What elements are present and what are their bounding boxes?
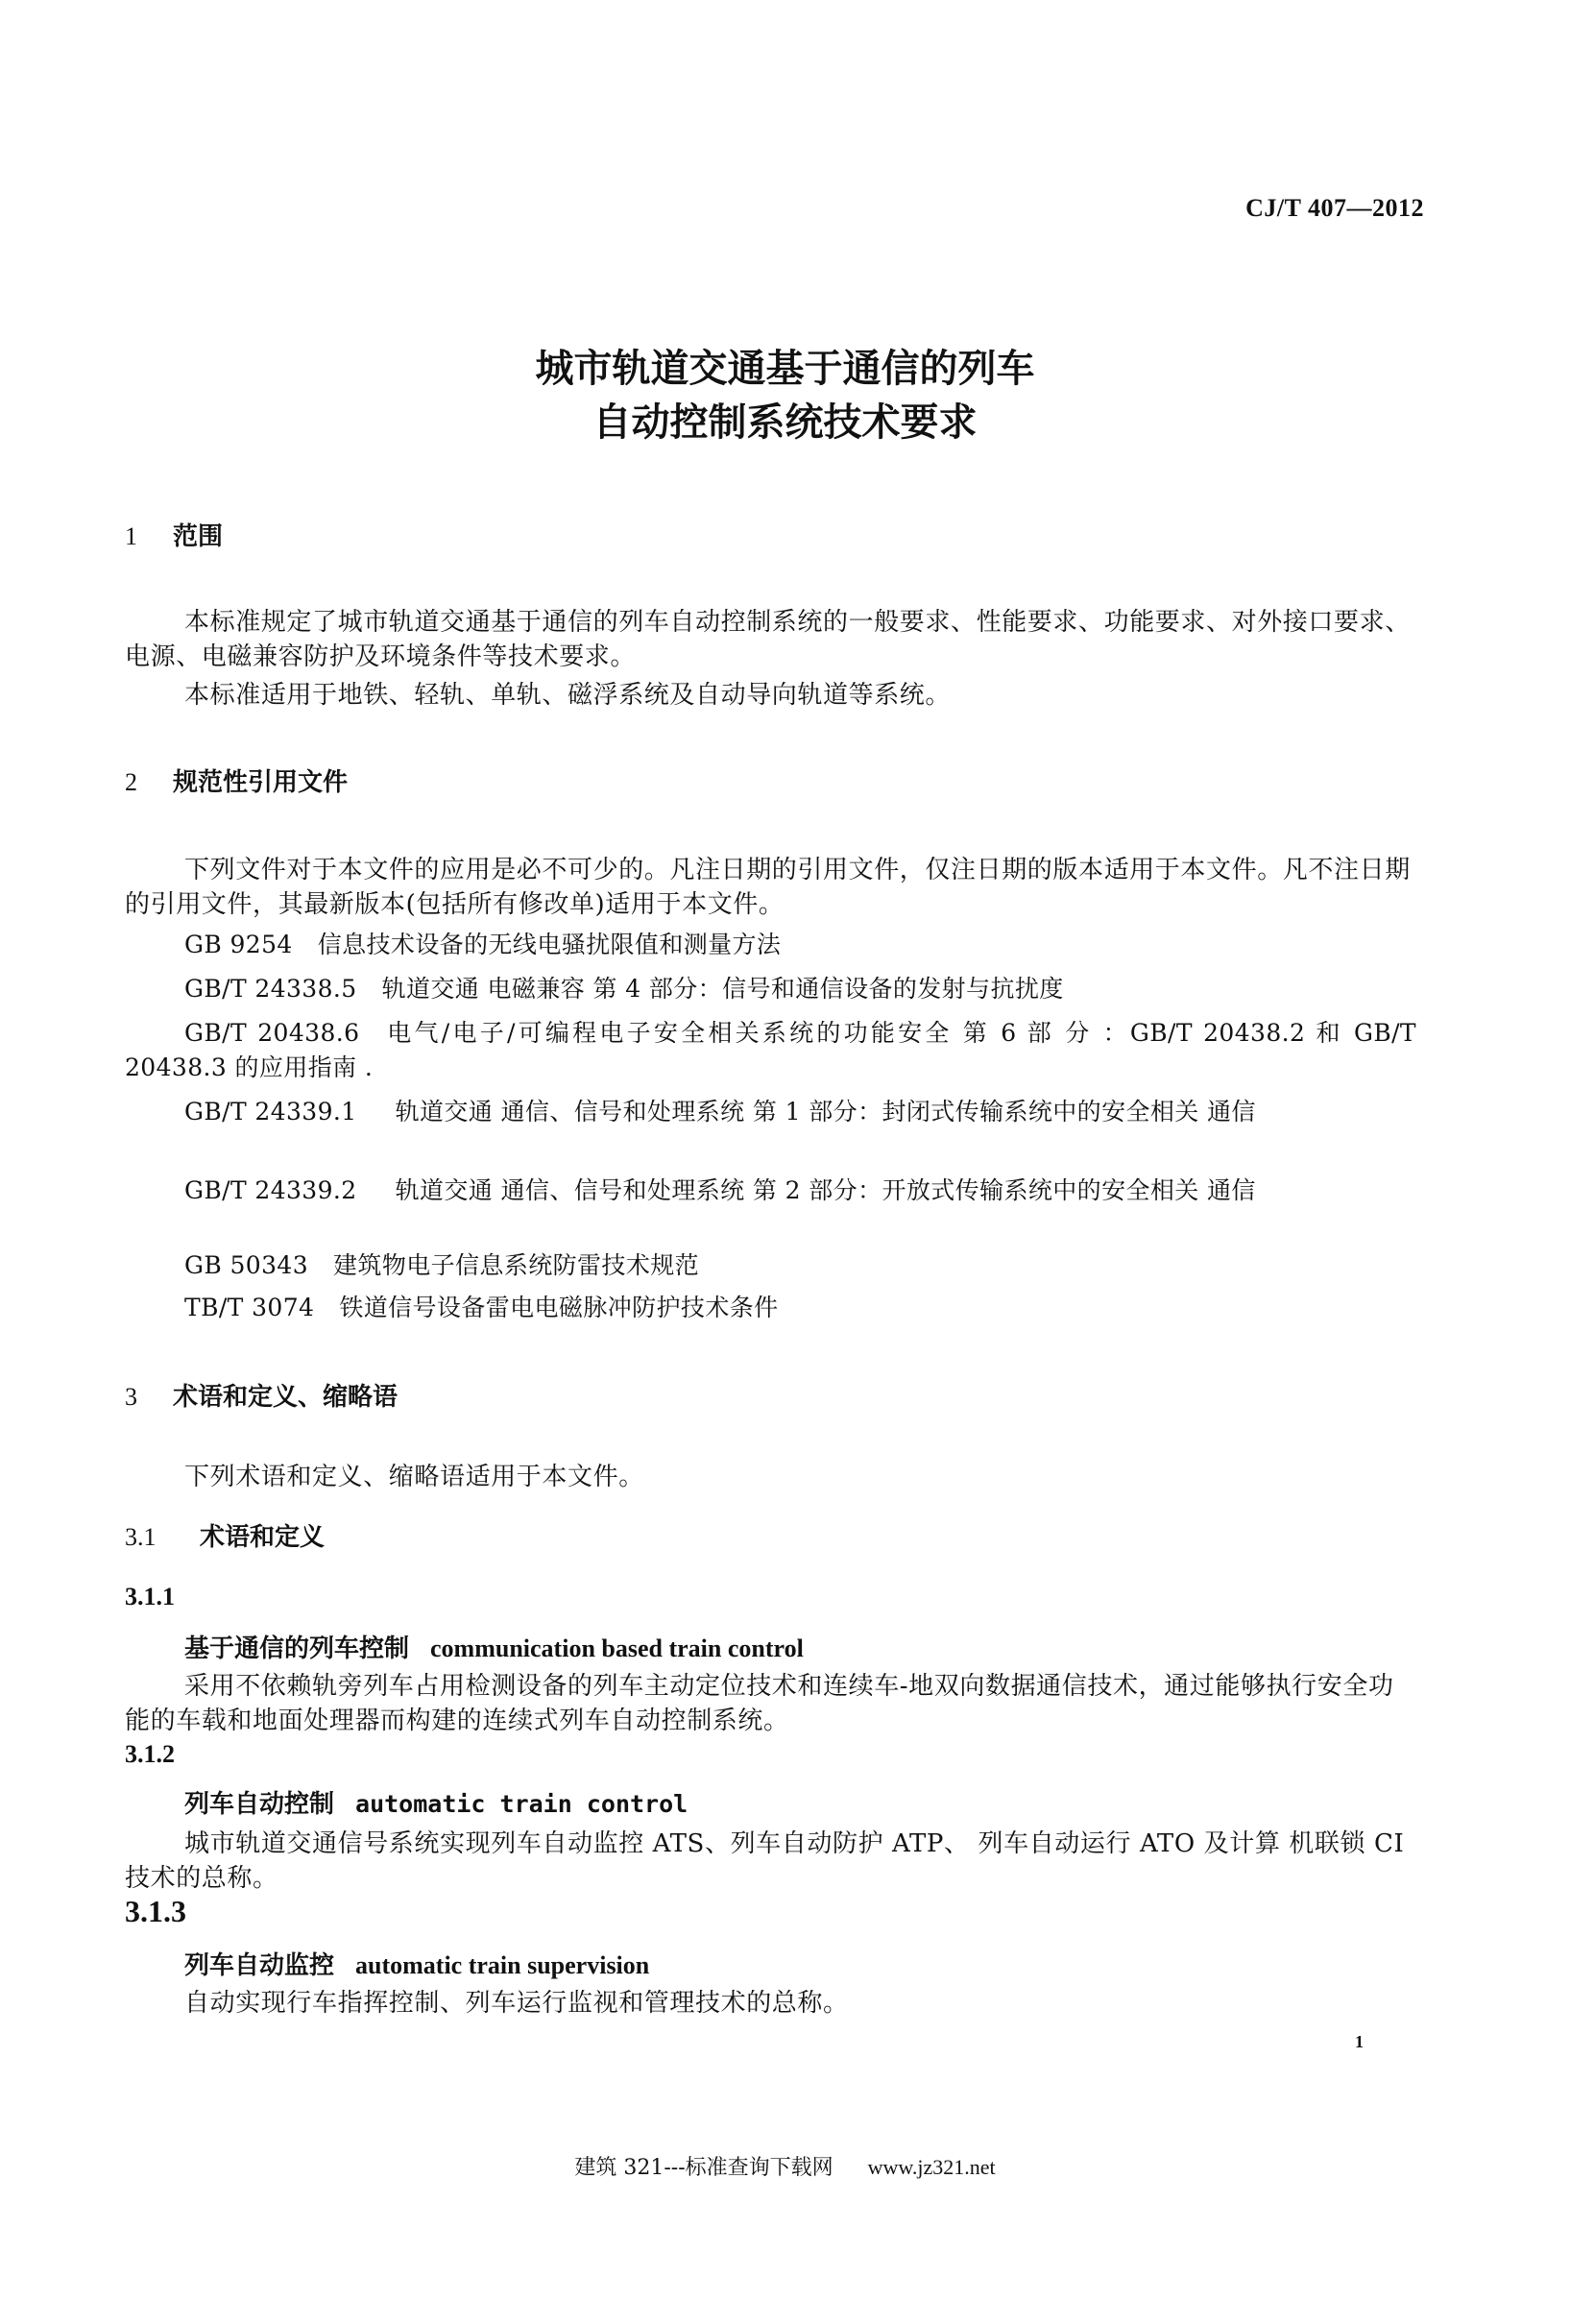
reference-code: GB/T 24339.2 bbox=[184, 1176, 357, 1204]
term-heading bbox=[184, 1784, 688, 1820]
section-number: 1 bbox=[125, 522, 137, 550]
term-heading bbox=[184, 1946, 649, 1981]
section-number: 3 bbox=[125, 1383, 137, 1411]
references-intro: 下列文件对于本文件的应用是必不可少的。凡注日期的引用文件，仅注日期的版本适用于本文件。凡不注日期的引用文件，其最新版本(包括所有修改单)适用于本文件。 bbox=[125, 856, 1411, 919]
reference-item bbox=[125, 1095, 1416, 1129]
doc-title-line-2: 自动控制系统技术要求 bbox=[592, 400, 978, 445]
reference-code: GB/T 24338.5 bbox=[184, 975, 357, 1003]
term-english: communication based train control bbox=[430, 1634, 804, 1662]
term-chinese: 列车自动监控 bbox=[184, 1951, 335, 1980]
reference-item bbox=[125, 1016, 1416, 1085]
reference-item bbox=[125, 1291, 1416, 1325]
section-title: 术语和定义 bbox=[200, 1523, 326, 1552]
footer-url[interactable]: www.jz321.net bbox=[867, 2155, 996, 2179]
section-1-heading bbox=[125, 517, 223, 552]
reference-title: 轨道交通 通信、信号和处理系统 第 1 部分：封闭式传输系统中的安全相关 通信 bbox=[395, 1098, 1256, 1126]
reference-title: 轨道交通 通信、信号和处理系统 第 2 部分：开放式传输系统中的安全相关 通信 bbox=[395, 1176, 1256, 1204]
reference-code: GB 9254 bbox=[184, 931, 293, 958]
term-heading bbox=[184, 1629, 804, 1664]
reference-code: GB/T 24339.1 bbox=[184, 1098, 357, 1126]
reference-item bbox=[125, 1248, 1416, 1283]
section-title: 术语和定义、缩略语 bbox=[173, 1383, 399, 1412]
section-3-heading bbox=[125, 1377, 398, 1413]
page-number: 1 bbox=[1355, 2032, 1364, 2051]
term-number: 3.1.3 bbox=[125, 1894, 186, 1928]
section-2-heading bbox=[125, 763, 348, 798]
term-definition: 自动实现行车指挥控制、列车运行监视和管理技术的总称。 bbox=[184, 1989, 849, 2018]
scope-paragraph-2: 本标准适用于地铁、轻轨、单轨、磁浮系统及自动导向轨道等系统。 bbox=[184, 681, 952, 710]
reference-item bbox=[125, 1174, 1416, 1208]
section-title: 规范性引用文件 bbox=[173, 768, 349, 797]
term-definition: 采用不依赖轨旁列车占用检测设备的列车主动定位技术和连续车-地双向数据通信技术，通过能够执行安全功能的车载和地面处理器而构建的连续式列车自动控制系统。 bbox=[125, 1672, 1394, 1735]
reference-title: 铁道信号设备雷电电磁脉冲防护技术条件 bbox=[339, 1294, 779, 1321]
standard-code: CJ/T 407—2012 bbox=[1245, 194, 1424, 222]
reference-title: 建筑物电子信息系统防雷技术规范 bbox=[333, 1251, 700, 1279]
section-number: 2 bbox=[125, 768, 137, 796]
term-english: automatic train control bbox=[355, 1790, 688, 1818]
term-number: 3.1.2 bbox=[125, 1740, 175, 1768]
reference-code: TB/T 3074 bbox=[184, 1294, 315, 1321]
section-number: 3.1 bbox=[125, 1523, 157, 1551]
scope-paragraph-1: 本标准规定了城市轨道交通基于通信的列车自动控制系统的一般要求、性能要求、功能要求、对外接口要求、电源、电磁兼容防护及环境条件等技术要求。 bbox=[125, 608, 1411, 671]
reference-code: GB/T 20438.6 bbox=[184, 1019, 360, 1047]
reference-item bbox=[125, 972, 1416, 1006]
terms-intro: 下列术语和定义、缩略语适用于本文件。 bbox=[184, 1463, 644, 1491]
reference-title: 电气/电子/可编程电子安全相关系统的功能安全 第 6 部 分 ：GB/T 20438.2 和 GB/T 20438.3 的应用指南 . bbox=[125, 1019, 1416, 1081]
subsection-3-1-heading bbox=[125, 1517, 325, 1553]
reference-code: GB 50343 bbox=[184, 1251, 309, 1279]
reference-item bbox=[125, 928, 1416, 962]
term-number: 3.1.1 bbox=[125, 1583, 175, 1610]
reference-title: 信息技术设备的无线电骚扰限值和测量方法 bbox=[317, 931, 782, 958]
footer-site-name: 建筑 321---标准查询下载网 bbox=[574, 2156, 833, 2180]
term-chinese: 列车自动控制 bbox=[184, 1790, 335, 1819]
term-english: automatic train supervision bbox=[355, 1951, 650, 1979]
term-chinese: 基于通信的列车控制 bbox=[184, 1634, 410, 1663]
reference-title: 轨道交通 电磁兼容 第 4 部分：信号和通信设备的发射与抗扰度 bbox=[381, 975, 1064, 1003]
section-title: 范围 bbox=[173, 522, 224, 551]
footer bbox=[0, 2151, 1570, 2181]
doc-title-line-1: 城市轨道交通基于通信的列车 bbox=[535, 347, 1035, 391]
term-definition: 城市轨道交通信号系统实现列车自动监控 ATS、列车自动防护 ATP、 列车自动运行 ATO 及计算 机联锁 CI 技术的总称。 bbox=[125, 1829, 1405, 1893]
